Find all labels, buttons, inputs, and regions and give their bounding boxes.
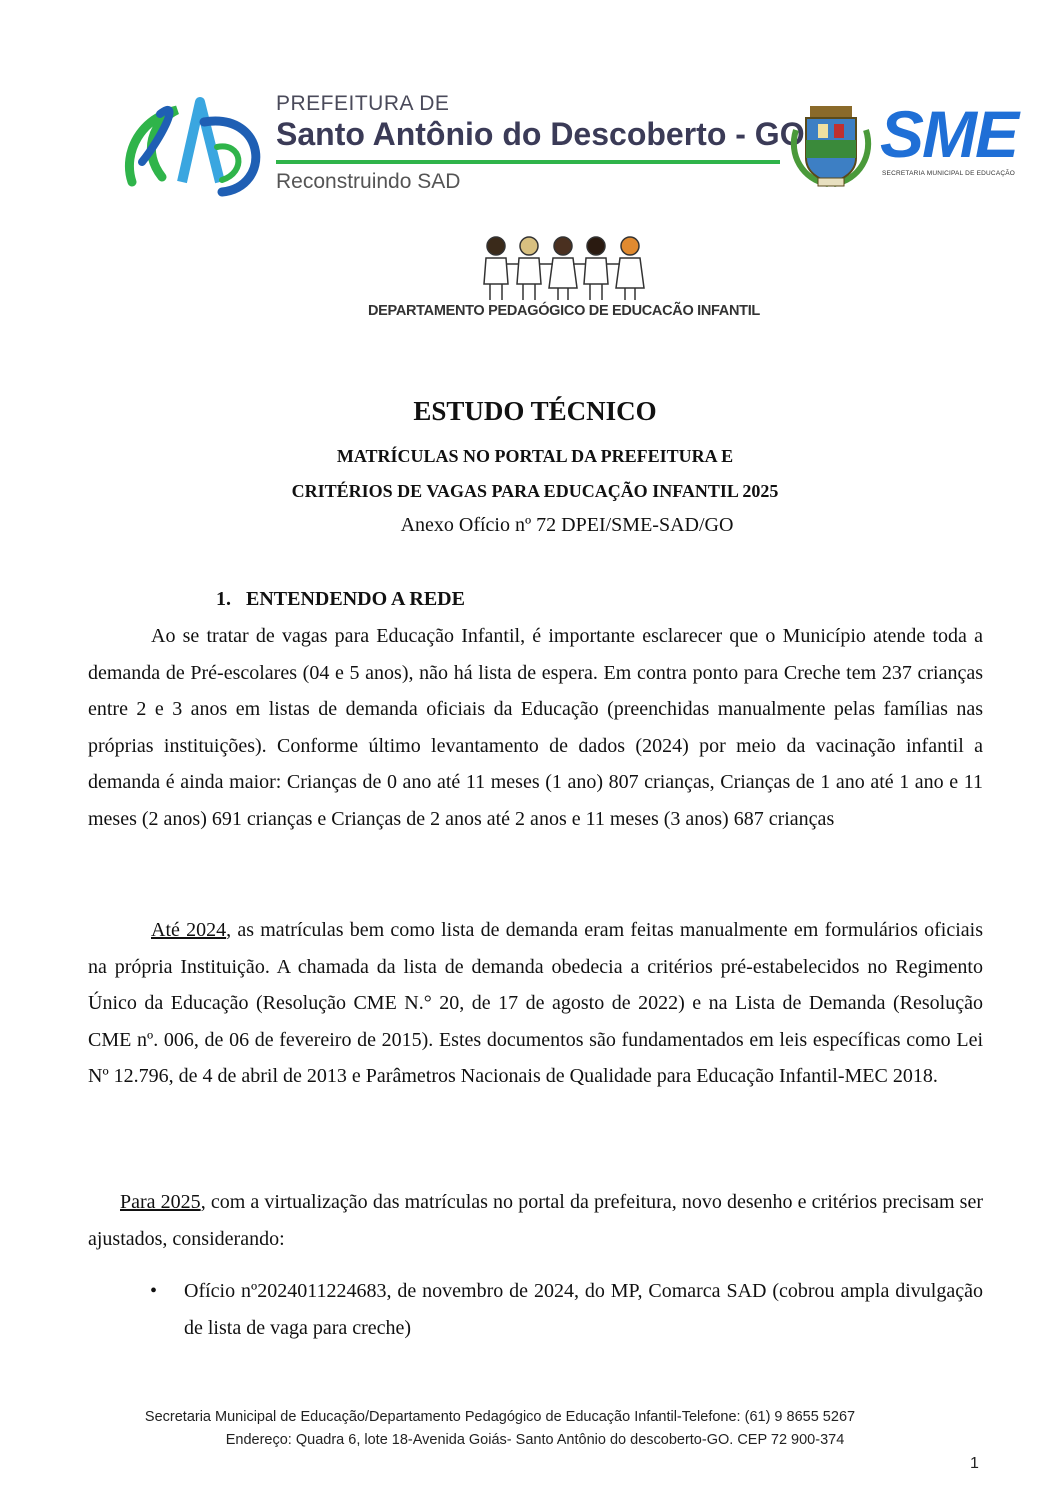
paragraph-2-lead: Até 2024 <box>151 919 227 941</box>
paragraph-1-text: Ao se tratar de vagas para Educação Infantil, é importante esclarecer que o Município atende toda a demanda de Pré-escolares (04 e 5 anos), não há lista de espera. Em contra ponto para Creche tem 237 crianças entre 2 e 3 anos em listas de demanda oficiais da Educação (preenchidas manualmente pelas famílias nas próprias instituições). Conforme último levantamento de dados (2024) por meio da vacinação infantil a demanda é ainda maior: Crianças de 0 ano até 11 meses (1 ano) 807 crianças, Crianças de 1 ano até 1 ano e 11 meses (2 anos) 691 crianças e Crianças de 2 anos até 2 anos e 11 meses (3 anos) 687 crianças <box>88 625 983 830</box>
page-number: 1 <box>970 1455 979 1472</box>
section-title: ENTENDENDO A REDE <box>246 588 465 610</box>
slogan: Reconstruindo SAD <box>276 170 461 193</box>
department-name: DEPARTAMENTO PEDAGÓGICO DE EDUCACÃO INFANTIL <box>367 303 760 319</box>
footer-address: Endereço: Quadra 6, lote 18-Avenida Goiás- Santo Antônio do descoberto-GO. CEP 72 900-374 <box>225 1432 845 1448</box>
children-holding-hands-icon <box>474 232 654 304</box>
prefeitura-de-label: PREFEITURA DE <box>276 92 450 115</box>
list-item-text: Ofício nº2024011224683, de novembro de 2024, do MP, Comarca SAD (cobrou ampla divulgação de lista de vaga para creche) <box>184 1280 983 1339</box>
paragraph-for-2025 <box>88 1184 983 1257</box>
paragraph-2-text: , as matrículas bem como lista de demanda eram feitas manualmente em formulários oficiais na própria Instituição. A chamada da lista de demanda obedecia a critérios pré-estabelecidos no Regimento Único da Educação (Resolução CME N.° 20, de 17 de agosto de 2022) e na Lista de Demanda (Resolução CME nº. 006, de 06 de fevereiro de 2015). Estes documentos são fundamentados em leis específicas como Lei Nº 12.796, de 4 de abril de 2013 e Parâmetros Nacionais de Qualidade para Educação Infantil-MEC 2018. <box>88 919 983 1088</box>
municipal-crest-icon <box>788 100 874 188</box>
sme-logo-text: SME <box>880 97 1018 171</box>
sme-logo <box>880 97 1018 188</box>
bullet-icon: • <box>150 1280 158 1302</box>
list-item <box>150 1273 983 1346</box>
footer-contact: Secretaria Municipal de Educação/Departamento Pedagógico de Educação Infantil-Telefone: (61) 9 8655 5267 <box>144 1409 856 1425</box>
paragraph-network-demand <box>88 618 983 838</box>
annex-reference: Anexo Ofício nº 72 DPEI/SME-SAD/GO <box>400 514 734 536</box>
paragraph-until-2024 <box>88 912 983 1095</box>
document-title: ESTUDO TÉCNICO <box>413 396 657 426</box>
sme-subtitle: SECRETARIA MUNICIPAL DE EDUCAÇÃO <box>882 170 1016 177</box>
prefeitura-wordmark <box>276 92 805 202</box>
sad-logo <box>122 92 272 200</box>
section-number: 1. <box>216 588 231 610</box>
section-heading <box>216 588 465 611</box>
green-divider <box>276 160 780 164</box>
paragraph-3-text: , com a virtualização das matrículas no portal da prefeitura, novo desenho e critérios precisam ser ajustados, considerando: <box>88 1191 983 1250</box>
document-subtitle-line-1: MATRÍCULAS NO PORTAL DA PREFEITURA E <box>336 446 734 466</box>
city-name: Santo Antônio do Descoberto - GO <box>276 116 805 152</box>
document-subtitle-line-2: CRITÉRIOS DE VAGAS PARA EDUCAÇÃO INFANTIL 2025 <box>291 481 779 501</box>
paragraph-3-lead: Para 2025 <box>120 1191 201 1213</box>
